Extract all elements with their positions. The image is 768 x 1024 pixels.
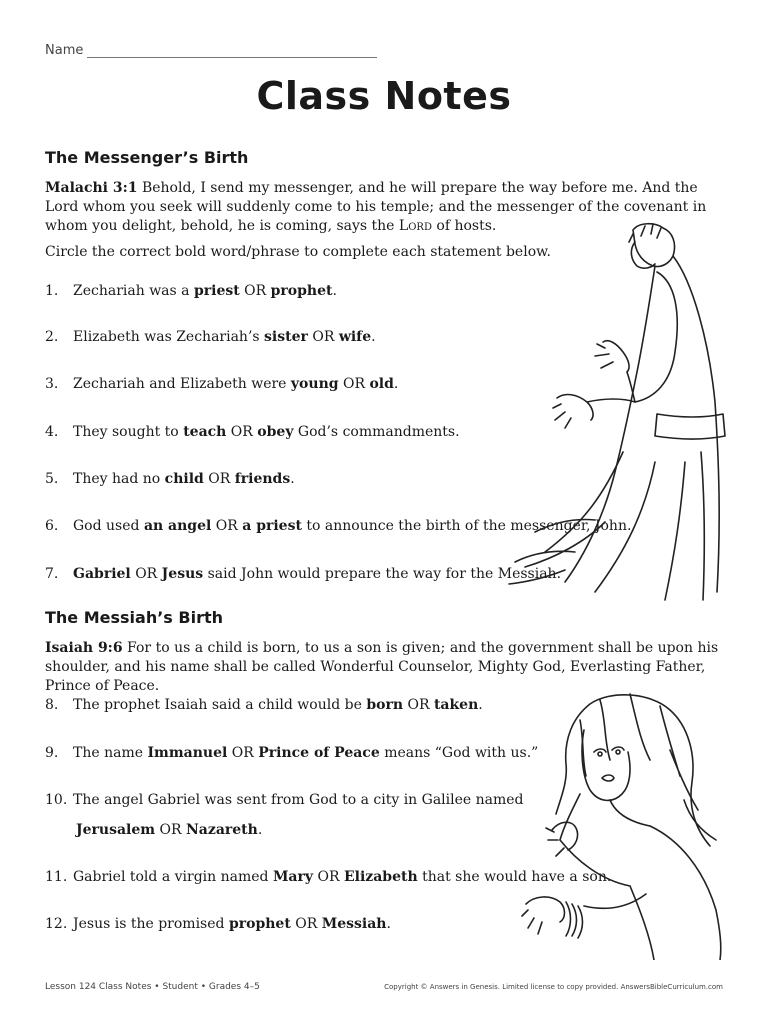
question-text-end: that she would have a son. — [417, 869, 612, 885]
or-text: OR — [226, 424, 258, 440]
question-text: Jesus is the promised — [73, 916, 229, 932]
question-3 — [45, 376, 398, 392]
zechariah-illustration — [505, 222, 730, 602]
choice-b[interactable]: wife — [338, 329, 372, 345]
or-text: OR — [130, 566, 162, 582]
question-text-end: means “God with us.” — [379, 745, 539, 761]
mouth — [602, 775, 614, 781]
or-text: OR — [227, 745, 259, 761]
choice-b[interactable]: prophet — [270, 283, 333, 299]
section-heading-messiah: The Messiah’s Birth — [45, 608, 223, 627]
scripture-isaiah — [45, 639, 725, 696]
head-outline — [633, 224, 675, 267]
footer-lesson-info: Lesson 124 Class Notes • Student • Grades 4–5 — [45, 982, 260, 992]
scripture-ref: Malachi 3:1 — [45, 180, 138, 196]
question-number: 9. — [45, 745, 59, 761]
question-text-end: . — [393, 376, 399, 392]
scripture-ref: Isaiah 9:6 — [45, 640, 123, 656]
robe-left-edge — [565, 266, 655, 582]
question-text: The name — [73, 745, 148, 761]
choice-b[interactable]: friends — [234, 471, 291, 487]
or-text: OR — [313, 869, 344, 885]
question-8 — [45, 697, 483, 713]
question-text-end: . — [257, 822, 263, 838]
question-text: They sought to — [73, 424, 184, 440]
robe-right-edge — [673, 256, 719, 592]
page-title: Class Notes — [256, 74, 512, 118]
question-text: Gabriel told a virgin named — [73, 869, 273, 885]
choice-b[interactable]: obey — [257, 424, 294, 440]
name-field[interactable] — [45, 43, 377, 58]
or-text: OR — [211, 518, 243, 534]
question-text: The angel Gabriel was sent from God to a city in Galilee named — [73, 792, 524, 808]
question-2 — [45, 329, 376, 345]
choice-a[interactable]: young — [290, 376, 339, 392]
or-text: OR — [307, 329, 339, 345]
eye-left — [598, 752, 602, 756]
question-4 — [45, 424, 460, 440]
question-9 — [45, 745, 538, 761]
choice-b[interactable]: old — [369, 376, 394, 392]
question-5 — [45, 471, 295, 487]
choice-b[interactable]: Jesus — [161, 566, 204, 582]
name-label: Name — [45, 43, 84, 58]
choice-b[interactable]: Nazareth — [186, 822, 258, 838]
choice-a[interactable]: an angel — [143, 518, 212, 534]
lower-hand — [522, 897, 565, 934]
section-heading-messenger: The Messenger’s Birth — [45, 148, 249, 167]
question-text-end: . — [478, 697, 483, 713]
question-number: 11. — [45, 869, 68, 885]
question-1 — [45, 283, 337, 299]
choice-b[interactable]: Prince of Peace — [258, 745, 380, 761]
scripture-text: For to us a child is born, to us a son is given; and the government shall be upon his shoulder, and his name shall be called Wonderful Counselor, Mighty God, Everlasting Father, Prince of Peace. — [45, 640, 719, 694]
question-text: Zechariah was a — [73, 283, 194, 299]
question-number: 7. — [45, 566, 59, 582]
sleeve — [587, 372, 635, 402]
question-text: They had no — [73, 471, 165, 487]
choice-a[interactable]: Gabriel — [73, 566, 131, 582]
question-text: God used — [73, 518, 144, 534]
choice-b[interactable]: taken — [433, 697, 479, 713]
hair-curls — [580, 694, 716, 840]
question-number: 12. — [45, 916, 68, 932]
question-number: 8. — [45, 697, 59, 713]
question-text: Zechariah and Elizabeth were — [73, 376, 291, 392]
question-text-end: . — [386, 916, 391, 932]
or-text: OR — [290, 916, 322, 932]
question-number: 2. — [45, 329, 59, 345]
shoulder-arm — [635, 272, 677, 402]
question-text-end: God’s commandments. — [293, 424, 460, 440]
scripture-text: Behold, I send my messenger, and he will prepare the way before me. And the Lord whom you seek will suddenly come to his temple; and the messenger of the covenant in whom you delight, behold, he is coming, says the — [45, 180, 707, 234]
question-7 — [45, 566, 561, 582]
choice-a[interactable]: sister — [264, 329, 308, 345]
name-blank-line[interactable] — [87, 45, 377, 58]
question-number: 3. — [45, 376, 59, 392]
question-text-end: said John would prepare the way for the Messiah. — [203, 566, 562, 582]
choice-a[interactable]: priest — [193, 283, 240, 299]
or-text: OR — [403, 697, 434, 713]
lower-hand — [553, 395, 593, 428]
choice-b[interactable]: a priest — [242, 518, 302, 534]
question-10-choices — [76, 822, 262, 838]
question-number: 10. — [45, 792, 68, 808]
mary-illustration — [520, 690, 725, 960]
hair-outline — [556, 695, 710, 846]
footer-copyright: Copyright © Answers in Genesis. Limited license to copy provided. AnswersBibleCurriculum.com — [384, 983, 723, 991]
question-10 — [45, 792, 524, 808]
question-number: 6. — [45, 518, 59, 534]
choice-a[interactable]: Immanuel — [147, 745, 228, 761]
choice-a[interactable]: teach — [183, 424, 227, 440]
belt — [655, 414, 725, 439]
scripture-lord: Lord — [398, 218, 432, 234]
question-number: 5. — [45, 471, 59, 487]
choice-a[interactable]: prophet — [228, 916, 291, 932]
choice-b[interactable]: Elizabeth — [343, 869, 418, 885]
or-text: OR — [203, 471, 235, 487]
question-number: 4. — [45, 424, 59, 440]
or-text: OR — [155, 822, 186, 838]
scripture-text-end: of hosts. — [431, 218, 497, 234]
question-text-end: . — [332, 283, 337, 299]
dress — [560, 826, 721, 960]
robe-folds — [509, 452, 704, 600]
question-text: The prophet Isaiah said a child would be — [73, 697, 367, 713]
choice-a[interactable]: born — [366, 697, 404, 713]
choice-a[interactable]: child — [164, 471, 204, 487]
choice-a[interactable]: Mary — [272, 869, 314, 885]
question-text: Elizabeth was Zechariah’s — [73, 329, 265, 345]
eye-right — [616, 750, 620, 754]
question-12 — [45, 916, 391, 932]
question-text-end: . — [290, 471, 295, 487]
choice-b[interactable]: Messiah — [321, 916, 387, 932]
or-text: OR — [239, 283, 271, 299]
raised-hand — [595, 341, 629, 372]
question-text-end: to announce the birth of the messenger, John. — [301, 518, 632, 534]
choice-a[interactable]: Jerusalem — [76, 822, 156, 838]
question-number: 1. — [45, 283, 59, 299]
question-text-end: . — [371, 329, 376, 345]
or-text: OR — [338, 376, 370, 392]
bracelets — [566, 902, 583, 938]
raised-hand — [546, 822, 578, 856]
instruction-text: Circle the correct bold word/phrase to complete each statement below. — [45, 244, 551, 260]
